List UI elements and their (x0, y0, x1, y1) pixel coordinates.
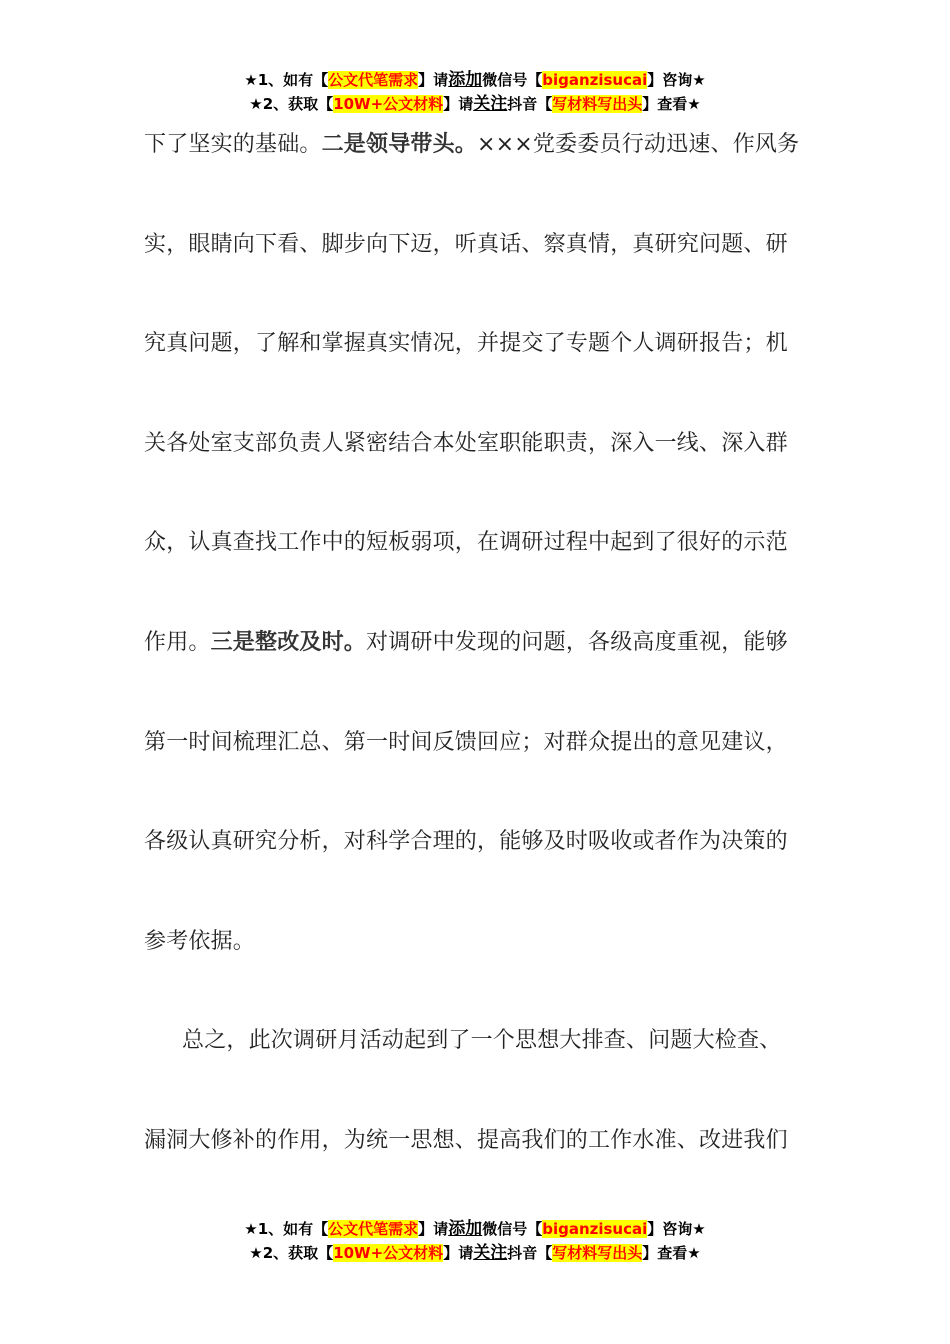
banner-text: 】查看★ (642, 1244, 701, 1262)
banner-highlight-wechat-id: biganzisucai (542, 71, 648, 89)
body-line: 作用。三是整改及时。对调研中发现的问题，各级高度重视，能够 (144, 629, 788, 655)
banner-underlined-text: 关注 (473, 1243, 508, 1263)
banner-text: 】请 (443, 95, 474, 113)
banner-text: 】查看★ (642, 95, 701, 113)
banner-text: 】咨询★ (647, 71, 706, 89)
body-line: 关各处室支部负责人紧密结合本处室职能职责，深入一线、深入群 (144, 430, 788, 456)
header-banner (0, 68, 950, 116)
header-banner-line-1 (0, 68, 950, 92)
banner-text: ★1、如有【 (244, 71, 329, 89)
bold-heading-rectification: 三是整改及时。 (210, 629, 367, 655)
banner-highlight-service: 公文代笔需求 (328, 1220, 419, 1238)
body-line-paragraph-start: 总之，此次调研月活动起到了一个思想大排查、问题大检查、 (182, 1028, 782, 1054)
banner-underlined-text: 添加 (448, 1219, 483, 1239)
banner-highlight-douyin-account: 写材料写出头 (552, 1244, 643, 1262)
banner-highlight-materials: 10W+公文材料 (333, 95, 444, 113)
banner-text: 抖音【 (507, 1244, 553, 1262)
banner-highlight-douyin-account: 写材料写出头 (552, 95, 643, 113)
footer-banner (0, 1217, 950, 1265)
body-line: 参考依据。 (144, 928, 256, 954)
body-line: 漏洞大修补的作用，为统一思想、提高我们的工作水准、改进我们 (144, 1127, 788, 1153)
banner-text: ★2、获取【 (249, 1244, 334, 1262)
body-line: 众，认真查找工作中的短板弱项，在调研过程中起到了很好的示范 (144, 530, 788, 556)
body-line: 实，眼睛向下看、脚步向下迈，听真话、察真情，真研究问题、研 (144, 231, 788, 257)
banner-text: 】请 (418, 71, 449, 89)
body-line: 各级认真研究分析，对科学合理的，能够及时吸收或者作为决策的 (144, 829, 788, 855)
banner-text: ★1、如有【 (244, 1220, 329, 1238)
banner-underlined-text: 添加 (448, 70, 483, 90)
document-body (144, 120, 806, 1216)
bold-heading-leadership: 二是领导带头。 (321, 132, 478, 157)
banner-underlined-text: 关注 (473, 94, 508, 114)
banner-text: 】咨询★ (647, 1220, 706, 1238)
banner-text: 】请 (418, 1220, 449, 1238)
body-line: 究真问题，了解和掌握真实情况，并提交了专题个人调研报告；机 (144, 331, 788, 357)
header-banner-line-2 (0, 92, 950, 116)
banner-highlight-wechat-id: biganzisucai (542, 1220, 648, 1238)
banner-highlight-materials: 10W+公文材料 (333, 1244, 444, 1262)
banner-text: 微信号【 (482, 71, 543, 89)
body-line: 第一时间梳理汇总、第一时间反馈回应；对群众提出的意见建议， (144, 729, 788, 755)
footer-banner-line-2 (0, 1241, 950, 1265)
footer-banner-line-1 (0, 1217, 950, 1241)
banner-text: 微信号【 (482, 1220, 543, 1238)
banner-text: 抖音【 (507, 95, 553, 113)
banner-highlight-service: 公文代笔需求 (328, 71, 419, 89)
banner-text: 】请 (443, 1244, 474, 1262)
banner-text: ★2、获取【 (249, 95, 334, 113)
body-line: 下了坚实的基础。二是领导带头。×××党委委员行动迅速、作风务 (144, 132, 800, 157)
